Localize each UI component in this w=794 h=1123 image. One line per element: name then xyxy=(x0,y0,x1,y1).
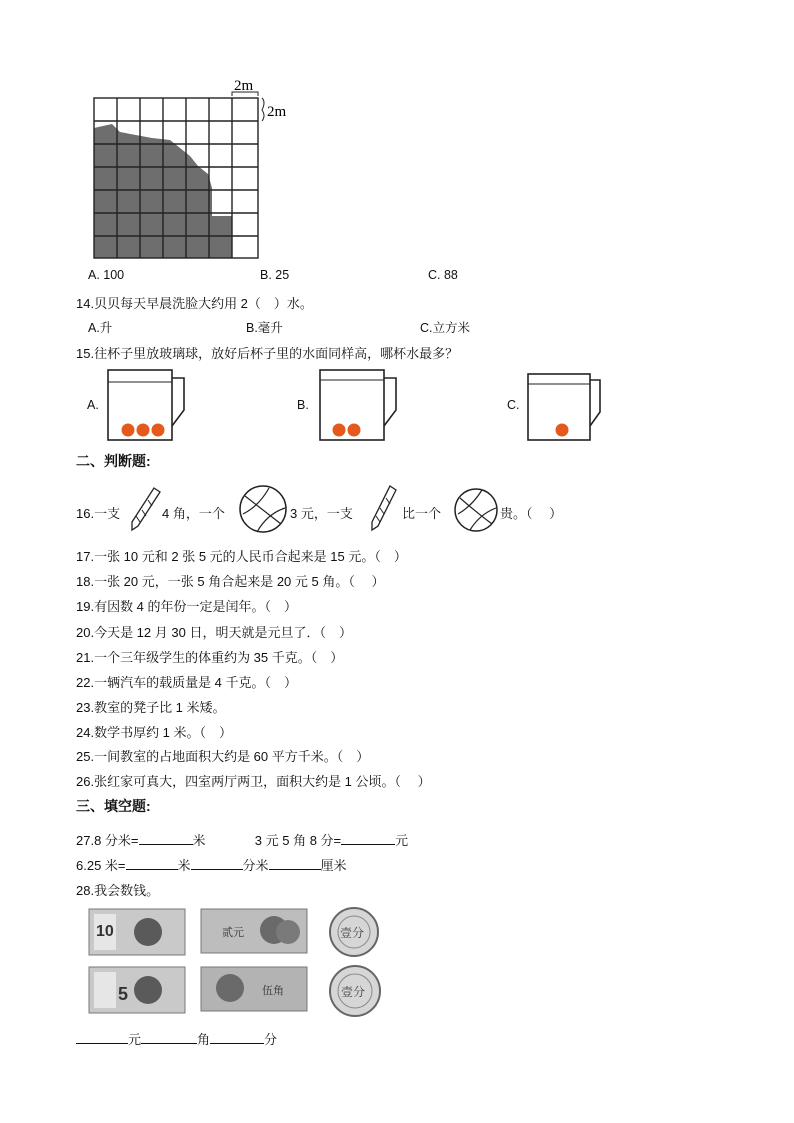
svg-text:10: 10 xyxy=(96,923,114,940)
basketball-icon xyxy=(452,486,500,534)
cup-a xyxy=(106,368,188,442)
judge-item: 18.一张 20 元，一张 5 角合起来是 20 元 5 角。（ ） xyxy=(76,574,385,589)
answer-blank[interactable] xyxy=(141,1031,197,1044)
grid-figure xyxy=(90,78,310,260)
judge-item: 23.教室的凳子比 1 米矮。 xyxy=(76,700,226,715)
section-2-title: 二、判断题: xyxy=(76,453,151,469)
ten-yuan-note xyxy=(88,908,186,956)
q28-answer-row xyxy=(76,1029,277,1048)
q14-option-b[interactable]: B.毫升 xyxy=(246,321,283,335)
q15-option-b[interactable]: B. xyxy=(297,398,309,412)
q27-b-unit: 元 xyxy=(395,833,409,848)
q14-option-c[interactable]: C.立方米 xyxy=(420,321,471,335)
q27-c-unit3: 厘米 xyxy=(320,858,347,873)
answer-blank[interactable] xyxy=(341,832,395,845)
q28-unit-jiao: 角 xyxy=(197,1032,211,1047)
judge-item: 26.张红家可真大，四室两厅两卫，面积大约是 1 公顷。（ ） xyxy=(76,774,431,789)
judge-item: 21.一个三年级学生的体重约为 35 千克。（ ） xyxy=(76,650,344,665)
answer-blank[interactable] xyxy=(126,857,178,870)
judge-item: 25.一间教室的占地面积大约是 60 平方千米。（ ） xyxy=(76,749,370,764)
q14-option-a[interactable]: A.升 xyxy=(88,321,113,335)
q15-text: 15.往杯子里放玻璃球，放好后杯子里的水面同样高，哪杯水最多？ xyxy=(76,346,459,361)
q14-text: 14.贝贝每天早晨洗脸大约用 2（ ）水。 xyxy=(76,296,313,311)
q13-option-c[interactable]: C. 88 xyxy=(428,268,458,282)
q27-c-label: 6.25 米= xyxy=(76,858,126,873)
pencil-icon xyxy=(368,484,398,532)
q13-option-b[interactable]: B. 25 xyxy=(260,268,290,282)
cup-b xyxy=(318,368,400,442)
q28-unit-yuan: 元 xyxy=(128,1032,142,1047)
grid-side-label: 2m xyxy=(267,104,287,120)
answer-blank[interactable] xyxy=(191,857,243,870)
svg-text:壹分: 壹分 xyxy=(341,985,366,999)
q16-part5: 贵。（ ） xyxy=(500,506,563,521)
svg-text:5: 5 xyxy=(118,984,129,1004)
judge-item: 20.今天是 12 月 30 日，明天就是元旦了．（ ） xyxy=(76,625,352,640)
section-3-title: 三、填空题: xyxy=(76,798,151,814)
q15-option-c[interactable]: C. xyxy=(507,398,520,412)
judge-item: 24.数学书厚约 1 米。（ ） xyxy=(76,725,233,740)
q27-c-unit1: 米 xyxy=(177,858,191,873)
q16-part1: 16.一支 xyxy=(76,506,121,521)
q13-option-a[interactable]: A. 100 xyxy=(88,268,125,282)
svg-text:壹分: 壹分 xyxy=(340,926,365,940)
q27-a-unit: 米 xyxy=(192,833,206,848)
q16-part3: 3 元，一支 xyxy=(290,506,353,521)
answer-blank[interactable] xyxy=(76,1031,128,1044)
judge-item: 22.一辆汽车的载质量是 4 千克。（ ） xyxy=(76,675,298,690)
pencil-icon xyxy=(128,486,162,532)
q28-text: 28.我会数钱。 xyxy=(76,883,160,898)
svg-text:贰元: 贰元 xyxy=(222,926,244,939)
q16-part4: 比一个 xyxy=(402,506,442,521)
five-yuan-note xyxy=(88,966,186,1014)
five-jiao-note xyxy=(200,966,308,1012)
q15-option-a[interactable]: A. xyxy=(87,398,99,412)
q16-part2: 4 角，一个 xyxy=(162,506,225,521)
basketball-icon xyxy=(237,484,289,534)
one-fen-coin xyxy=(328,964,382,1018)
answer-blank[interactable] xyxy=(210,1031,264,1044)
q27-a-label: 27.8 分米= xyxy=(76,833,139,848)
q27-c-unit2: 分米 xyxy=(242,858,269,873)
cup-c xyxy=(526,372,608,442)
answer-blank[interactable] xyxy=(269,857,321,870)
q28-unit-fen: 分 xyxy=(264,1032,278,1047)
judge-item: 17.一张 10 元和 2 张 5 元的人民币合起来是 15 元。（ ） xyxy=(76,549,407,564)
q27-b-label: 3 元 5 角 8 分= xyxy=(254,833,342,848)
svg-text:伍角: 伍角 xyxy=(262,984,284,997)
q27-row2 xyxy=(76,855,347,874)
one-fen-coin xyxy=(328,906,380,958)
two-yuan-note xyxy=(200,908,308,954)
q27-row1 xyxy=(76,830,408,849)
grid-top-label: 2m xyxy=(234,78,254,94)
judge-item: 19.有因数 4 的年份一定是闰年。（ ） xyxy=(76,599,298,614)
answer-blank[interactable] xyxy=(139,832,193,845)
